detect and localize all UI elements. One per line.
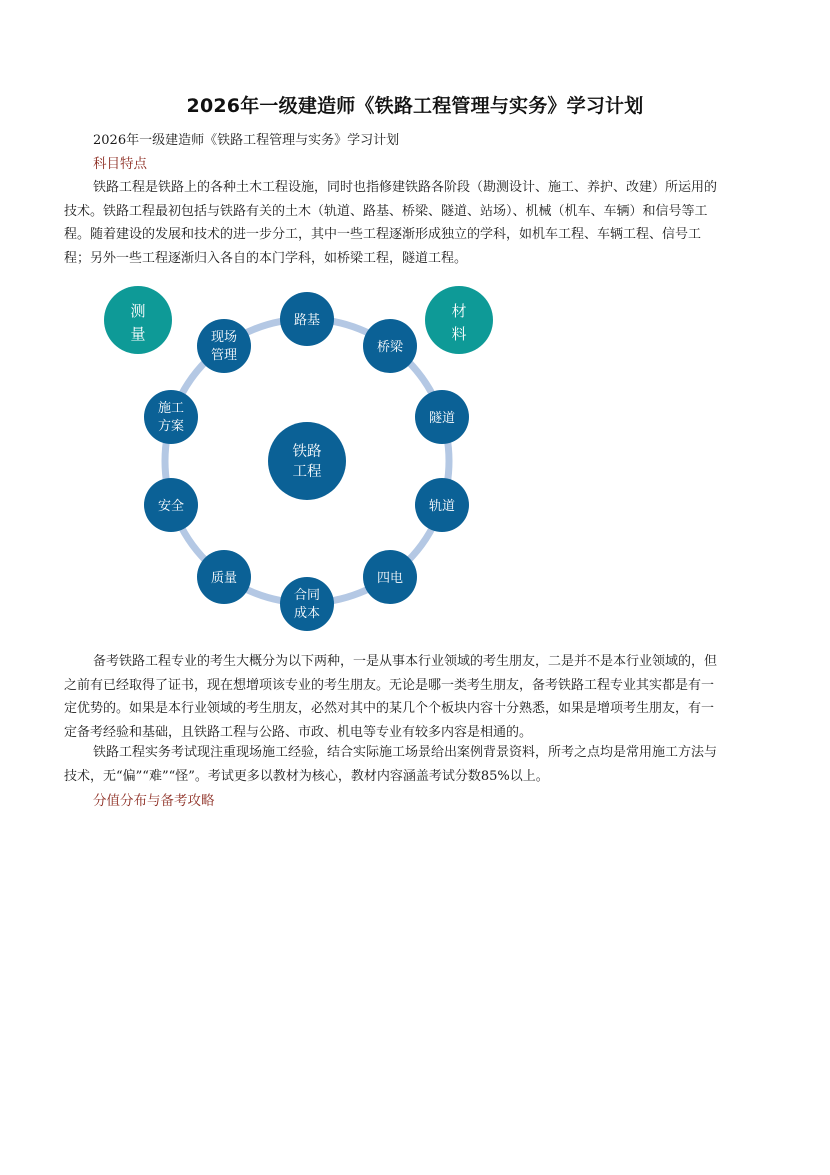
svg-text:路基: 路基 — [293, 313, 321, 328]
svg-text:管理: 管理 — [210, 348, 238, 363]
ring-node-quality — [197, 550, 251, 604]
svg-text:材: 材 — [451, 302, 467, 320]
ring-node-bridge — [363, 319, 417, 373]
paragraph-line: 程；另外一些工程逐渐归入各自的本门学科，如桥梁工程，隧道工程。 — [64, 250, 468, 266]
paragraph-line: 铁路工程是铁路上的各种土木工程设施，同时也指修建铁路各阶段（勘测设计、施工、养护、改建）所运用的 — [93, 180, 718, 195]
paragraph-candidate-types — [64, 650, 766, 744]
ring-node-safety — [144, 478, 198, 532]
document-title: 2026年一级建造师《铁路工程管理与实务》学习计划 — [186, 95, 644, 117]
side-node-survey — [104, 286, 172, 354]
svg-text:桥梁: 桥梁 — [376, 340, 404, 355]
paragraph-line: 技术，无“偏”“难”“怪”。考试更多以教材为核心，教材内容涵盖考试分数85%以上。 — [64, 768, 549, 784]
svg-text:施工: 施工 — [157, 401, 185, 416]
ring-node-tunnel — [415, 390, 469, 444]
paragraph-exam-focus — [64, 741, 766, 788]
svg-text:铁路: 铁路 — [292, 444, 322, 460]
paragraph-line: 程。随着建设的发展和技术的进一步分工，其中一些工程逐渐形成独立的学科，如机车工程、车辆工程、信号工 — [64, 227, 702, 242]
paragraph-line: 定备考经验和基础，且铁路工程与公路、市政、机电等专业有较多内容是相通的。 — [64, 724, 533, 740]
svg-text:测: 测 — [130, 302, 146, 320]
ring-node-track — [415, 478, 469, 532]
paragraph-line: 备考铁路工程专业的考生大概分为以下两种，一是从事本行业领域的考生朋友，二是并不是本行业领域的，但 — [93, 654, 718, 669]
svg-text:成本: 成本 — [293, 606, 321, 621]
section-heading-score-distribution: 分值分布与备考攻略 — [93, 793, 215, 809]
svg-text:隧道: 隧道 — [428, 411, 456, 426]
document-subtitle: 2026年一级建造师《铁路工程管理与实务》学习计划 — [93, 133, 400, 148]
ring-node-contract-cost — [280, 577, 334, 631]
svg-text:轨道: 轨道 — [428, 499, 456, 514]
center-node-railway-engineering — [268, 422, 346, 500]
section-heading-subject-features: 科目特点 — [93, 156, 147, 172]
svg-text:四电: 四电 — [376, 571, 404, 586]
ring-node-four-electric — [363, 550, 417, 604]
ring-node-subgrade — [280, 292, 334, 346]
ring-node-site-management — [197, 319, 251, 373]
paragraph-line: 铁路工程实务考试现注重现场施工经验，结合实际施工场景给出案例背景资料，所考之点均是常用施工方法与 — [93, 745, 718, 760]
ring-node-construction-plan — [144, 390, 198, 444]
svg-text:质量: 质量 — [210, 571, 238, 586]
paragraph-line: 技术。铁路工程最初包括与铁路有关的土木（轨道、路基、桥梁、隧道、站场）、机械（机车、车辆）和信号等工 — [64, 203, 708, 219]
railway-engineering-diagram — [0, 270, 830, 650]
side-node-materials — [425, 286, 493, 354]
svg-text:方案: 方案 — [157, 419, 185, 434]
paragraph-railway-intro — [64, 176, 766, 270]
svg-text:料: 料 — [451, 325, 467, 343]
svg-text:现场: 现场 — [210, 330, 238, 345]
svg-text:安全: 安全 — [157, 499, 185, 514]
svg-text:合同: 合同 — [293, 588, 321, 603]
svg-text:量: 量 — [130, 325, 146, 343]
paragraph-line: 之前有已经取得了证书，现在想增项该专业的考生朋友。无论是哪一类考生朋友，备考铁路工程专业其实都是有一 — [64, 677, 715, 693]
paragraph-line: 定优势的。如果是本行业领域的考生朋友，必然对其中的某几个个板块内容十分熟悉，如果是增项考生朋友，有一 — [64, 701, 715, 716]
svg-text:工程: 工程 — [292, 464, 322, 480]
